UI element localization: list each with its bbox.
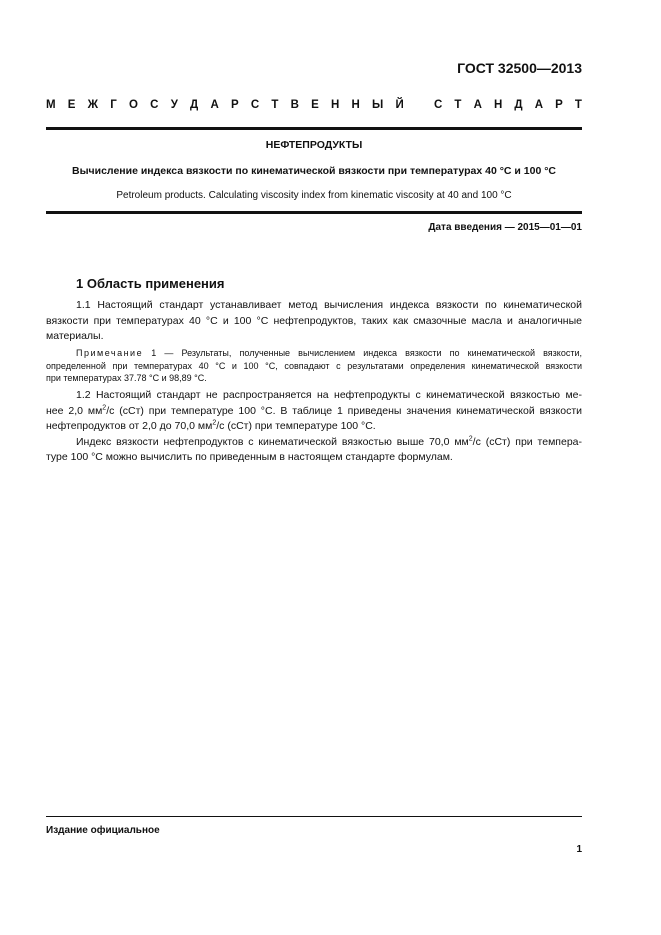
banner-letter: В — [290, 99, 299, 111]
standard-type-banner — [46, 99, 582, 111]
p2-line: нее 2,0 $мм^2/с$ (сСт) при температуре 100 °С. В таблице 1 приведены значения кинематической вязкости — [46, 404, 583, 417]
banner-letter: А — [473, 99, 482, 111]
banner-letter: Т — [454, 99, 462, 111]
banner-word-standard — [434, 99, 582, 111]
banner-letter: А — [534, 99, 544, 111]
banner-word-interstate — [46, 99, 404, 111]
banner-letter: Р — [230, 99, 239, 111]
banner-letter: Т — [574, 99, 582, 111]
effective-date: Дата введения — 2015—01—01 — [428, 222, 582, 233]
banner-letter: О — [129, 99, 138, 111]
header-rule — [46, 127, 582, 130]
edition-note: Издание официальное — [46, 825, 160, 836]
banner-letter: Е — [67, 99, 76, 111]
banner-letter: С — [150, 99, 159, 111]
note-1 — [46, 347, 582, 385]
note-line: при температурах 37.78 °С и 98,89 °С. — [46, 373, 207, 383]
banner-letter: Д — [514, 99, 523, 111]
standard-number: ГОСТ 32500—2013 — [457, 60, 582, 76]
banner-letter: А — [210, 99, 219, 111]
document-subtitle-ru: Вычисление индекса вязкости по кинематической вязкости при температурах 40 °С и 100 °С — [71, 165, 557, 177]
section-heading: 1 Область применения — [76, 276, 225, 291]
note-line: определенной при температурах 40 °С и 100 °С, совпадают с результатами определения кинематической вязкости — [46, 360, 582, 371]
paragraph-1-2 — [46, 388, 582, 466]
banner-letter: Й — [395, 99, 404, 111]
banner-letter: Г — [110, 99, 117, 111]
banner-letter: Т — [271, 99, 279, 111]
document-title: НЕФТЕПРОДУКТЫ — [265, 139, 363, 151]
banner-letter: Н — [330, 99, 340, 111]
p1-line: материалы. — [46, 330, 104, 342]
banner-letter: Н — [351, 99, 360, 111]
note-line — [46, 347, 582, 360]
banner-letter: Е — [311, 99, 319, 111]
banner-letter: Ы — [372, 99, 384, 111]
p1-line: 1.1 Настоящий стандарт устанавливает метод вычисления индекса вязкости по кинематической — [76, 299, 582, 311]
banner-letter: Н — [493, 99, 503, 111]
page-number: 1 — [576, 844, 582, 855]
banner-letter: М — [46, 99, 56, 111]
title-rule — [46, 211, 582, 214]
banner-letter: С — [250, 99, 260, 111]
p2-line: нефтепродуктов от 2,0 до 70,0 $мм^2/с$ (сСт) при температуре 100 °С. — [46, 419, 376, 432]
banner-letter: Р — [555, 99, 563, 111]
p1-line: вязкости при температурах 40 °С и 100 °С нефтепродуктов, таких как смазочные масла и аналогичные — [46, 314, 582, 327]
banner-letter: Ж — [87, 99, 99, 111]
banner-letter: У — [170, 99, 178, 111]
p2-line: 1.2 Настоящий стандарт не распространяется на нефтепродукты с кинематической вязкостью ме- — [76, 389, 582, 401]
note-text: 1 — Результаты, полученные вычислением индекса вязкости по кинематической вязкости, — [143, 348, 582, 358]
p3-line: туре 100 °С можно вычислить по приведенным в настоящем стандарте формулам. — [46, 451, 453, 463]
document-subtitle-en: Petroleum products. Calculating viscosity index from kinematic viscosity at 40 and 100 °С — [116, 190, 512, 201]
banner-letter: Д — [190, 99, 199, 111]
footer-rule — [46, 816, 582, 817]
note-label: Примечание — [76, 348, 144, 358]
p3-line: Индекс вязкости нефтепродуктов с кинематической вязкостью выше 70,0 $мм^2/с$ (сСт) при темпера- — [76, 435, 582, 448]
paragraph-1-1 — [46, 298, 582, 345]
banner-letter: С — [434, 99, 443, 111]
